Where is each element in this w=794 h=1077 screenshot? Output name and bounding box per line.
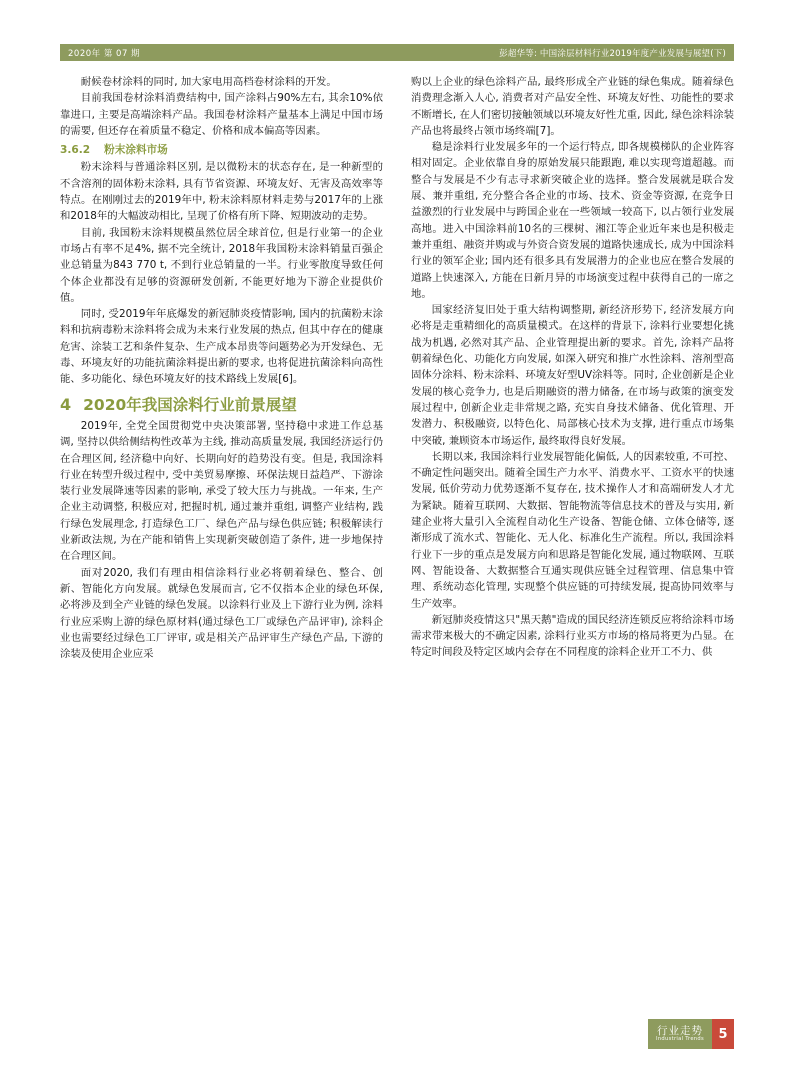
footer-label-cn: 行业走势 xyxy=(657,1024,703,1037)
paragraph: 稳是涂料行业发展多年的一个运行特点, 即各规模梯队的企业阵容相对固定。企业依靠自身的原始发展只能跟跑, 难以实现弯道超越。而整合与发展是不少有志寻求新突破企业的选择。整合发展就是联合发展、兼并重组, 充分整合各企业的市场、技术、资金等资源, 在竞争日益激烈的行业发展中与跨国企业在一些领域一较高下, 以占领行业发展高地。进入中国涂料前10名的三棵树、湘江等企业近年来也是积极走兼并重组、融资并购或与外资合资发展的道路快速成长, 成为中国涂料行业的领军企业; 国内还有很多具有发展潜力的企业也应在整合发展的道路上快速深入, 方能在日新月异的市场演变过程中获得自己的一席之地。 xyxy=(411,141,734,300)
footer-label-en: Industrial Trends xyxy=(656,1036,704,1043)
section-number: 4 xyxy=(60,394,72,414)
subsection-title: 粉末涂料市场 xyxy=(104,144,168,157)
paragraph: 国家经济复旧处于重大结构调整期, 新经济形势下, 经济发展方向必将是走重精细化的高质量模式。在这样的背景下, 涂料行业要想化挑战为机遇, 必然对其产品、企业管理提出新的要求。首先, 涂料产品将朝着绿色化、功能化方向发展, 如深入研究和推广水性涂料、溶剂型高固体分涂料、粉末涂料、环境友好型UV涂料等。同时, 企业创新是企业发展的核心竞争力, 也是后期融资的潜力储备, 在市场与政策的演变发展过程中, 创新企业走非常规之路, 充实自身技术储备、优化管理、开发潜力、积极融资, 以特色化、局部核心技术为支撑, 进行重点市场集中突破, 兼顾资本市场运作, 最终取得良好发展。 xyxy=(411,304,734,447)
two-column-body xyxy=(60,74,734,1014)
header-issue-info: 2020年 第 07 期 xyxy=(68,48,141,59)
header-article-title: 彭超华等: 中国涂层材料行业2019年度产业发展与展望(下) xyxy=(499,48,726,59)
footer-section-label xyxy=(648,1019,712,1049)
paragraph: 2019年, 全党全国贯彻党中央决策部署, 坚持稳中求进工作总基调, 坚持以供给侧结构性改革为主线, 推动高质量发展, 我国经济运行仍在合理区间, 经济稳中向好、长期向好的趋势没有变。但是, 我国涂料行业在转型升级过程中, 受中美贸易摩擦、环保法规日益趋严、下游涂装行业发展降速等因素的影响, 承受了较大压力与挑战。一年来, 生产企业主动调整, 积极应对, 把握时机, 通过兼并重组, 调整产业结构, 践行绿色发展理念, 打造绿色工厂、绿色产品与绿色供应链; 积极解读行业新政法规, 为在产能和销售上实现新突破创造了条件, 进一步地保持在合理区间。 xyxy=(60,419,383,563)
section-title: 2020年我国涂料行业前景展望 xyxy=(83,395,297,414)
page-header xyxy=(60,44,734,61)
subsection-number: 3.6.2 xyxy=(60,144,91,157)
paragraph: 长期以来, 我国涂料行业发展智能化偏低, 人的因素较重, 不可控、不确定性问题突出。随着全国生产力水平、消费水平、工资水平的快速发展, 低价劳动力优势逐渐不复存在, 技术操作人才和高端研发人才尤为紧缺。随着互联网、大数据、智能物流等信息技术的普及与实用, 新建企业将大量引入全流程自动化生产设备、智能仓储、立体仓储等, 逐渐形成了流水式、智能化、无人化、标准化生产流程。所以, 我国涂料行业下一步的重点是发展方向和思路是智能化发展, 通过物联网、互联网、智能设备、大数据整合互通实现供应链全过程管理、信息集中管理、系统动态化管理, 实现整个供应链的可持续发展, 提高协同效率与生产效率。 xyxy=(411,450,734,610)
page-number-badge: 5 xyxy=(712,1019,734,1049)
paragraph: 粉末涂料与普通涂料区别, 是以微粉末的状态存在, 是一种新型的不含溶剂的固体粉末涂料, 具有节省资源、环境友好、无害及高效率等特点。在刚刚过去的2019年中, 粉末涂料原材料走势与2017年的上涨和2018年的大幅波动相比, 呈现了价格有所下降、短期波动的走势。 xyxy=(60,161,383,223)
page-footer xyxy=(648,1019,734,1049)
paragraph: 同时, 受2019年年底爆发的新冠肺炎疫情影响, 国内的抗菌粉末涂料和抗病毒粉末涂料将会成为未来行业发展的热点, 但其中存在的健康危害、涂装工艺和条件复杂、生产成本昂贵等问题势必为开发绿色、无毒、环境友好的功能抗菌涂料提出新的要求, 也将促进抗菌涂料向高性能、多功能化、绿色环境友好的技术路线上发展[6]。 xyxy=(60,308,383,386)
paragraph: 目前, 我国粉末涂料规模虽然位居全球首位, 但是行业第一的企业市场占有率不足4%, 据不完全统计, 2018年我国粉末涂料销量百强企业总销量为843 770 t, 不到行业总销量的一半。行业零散度导致任何个体企业都没有足够的资源研发创新, 不能更好地为下游企业提供价值。 xyxy=(60,226,383,304)
section-heading xyxy=(60,394,383,414)
paragraph: 耐候卷材涂料的同时, 加大家电用高档卷材涂料的开发。 xyxy=(80,76,337,88)
paragraph: 面对2020, 我们有理由相信涂料行业必将朝着绿色、整合、创新、智能化方向发展。就绿色发展而言, 它不仅指本企业的绿色环保, 必将涉及到全产业链的绿色发展。以涂料行业及上下游行业为例, 涂料行业应采购上游的绿色原材料(通过绿色工厂或绿色产品评审), 涂料企业也需要经过绿色工厂评审, 或是相关产品评审生产绿色产品, 下游的涂装及使用企业应采 xyxy=(60,566,383,661)
left-column xyxy=(60,74,383,1014)
subsection-heading xyxy=(60,142,383,158)
paragraph: 新冠肺炎疫情这只"黑天鹅"造成的国民经济连锁反应将给涂料市场需求带来极大的不确定因素, 涂料行业买方市场的格局将更为凸显。在特定时间段及特定区域内会存在不同程度的涂料企业开工不力、供 xyxy=(411,613,734,659)
paragraph: 目前我国卷材涂料消费结构中, 国产涂料占90%左右, 其余10%依靠进口, 主要是高端涂料产品。我国卷材涂料产量基本上满足中国市场的需要, 但还存在着质量不稳定、价格和成本偏高等因素。 xyxy=(60,92,383,137)
paragraph: 购以上企业的绿色涂料产品, 最终形成全产业链的绿色集成。随着绿色消费理念渐入人心, 消费者对产品安全性、环境友好性、功能性的要求不断增长, 在人们密切接触领域以环境友好性尤重, 因此, 绿色涂料涂装产品也将最终占领市场终端[7]。 xyxy=(411,76,734,137)
right-column xyxy=(411,74,734,1014)
